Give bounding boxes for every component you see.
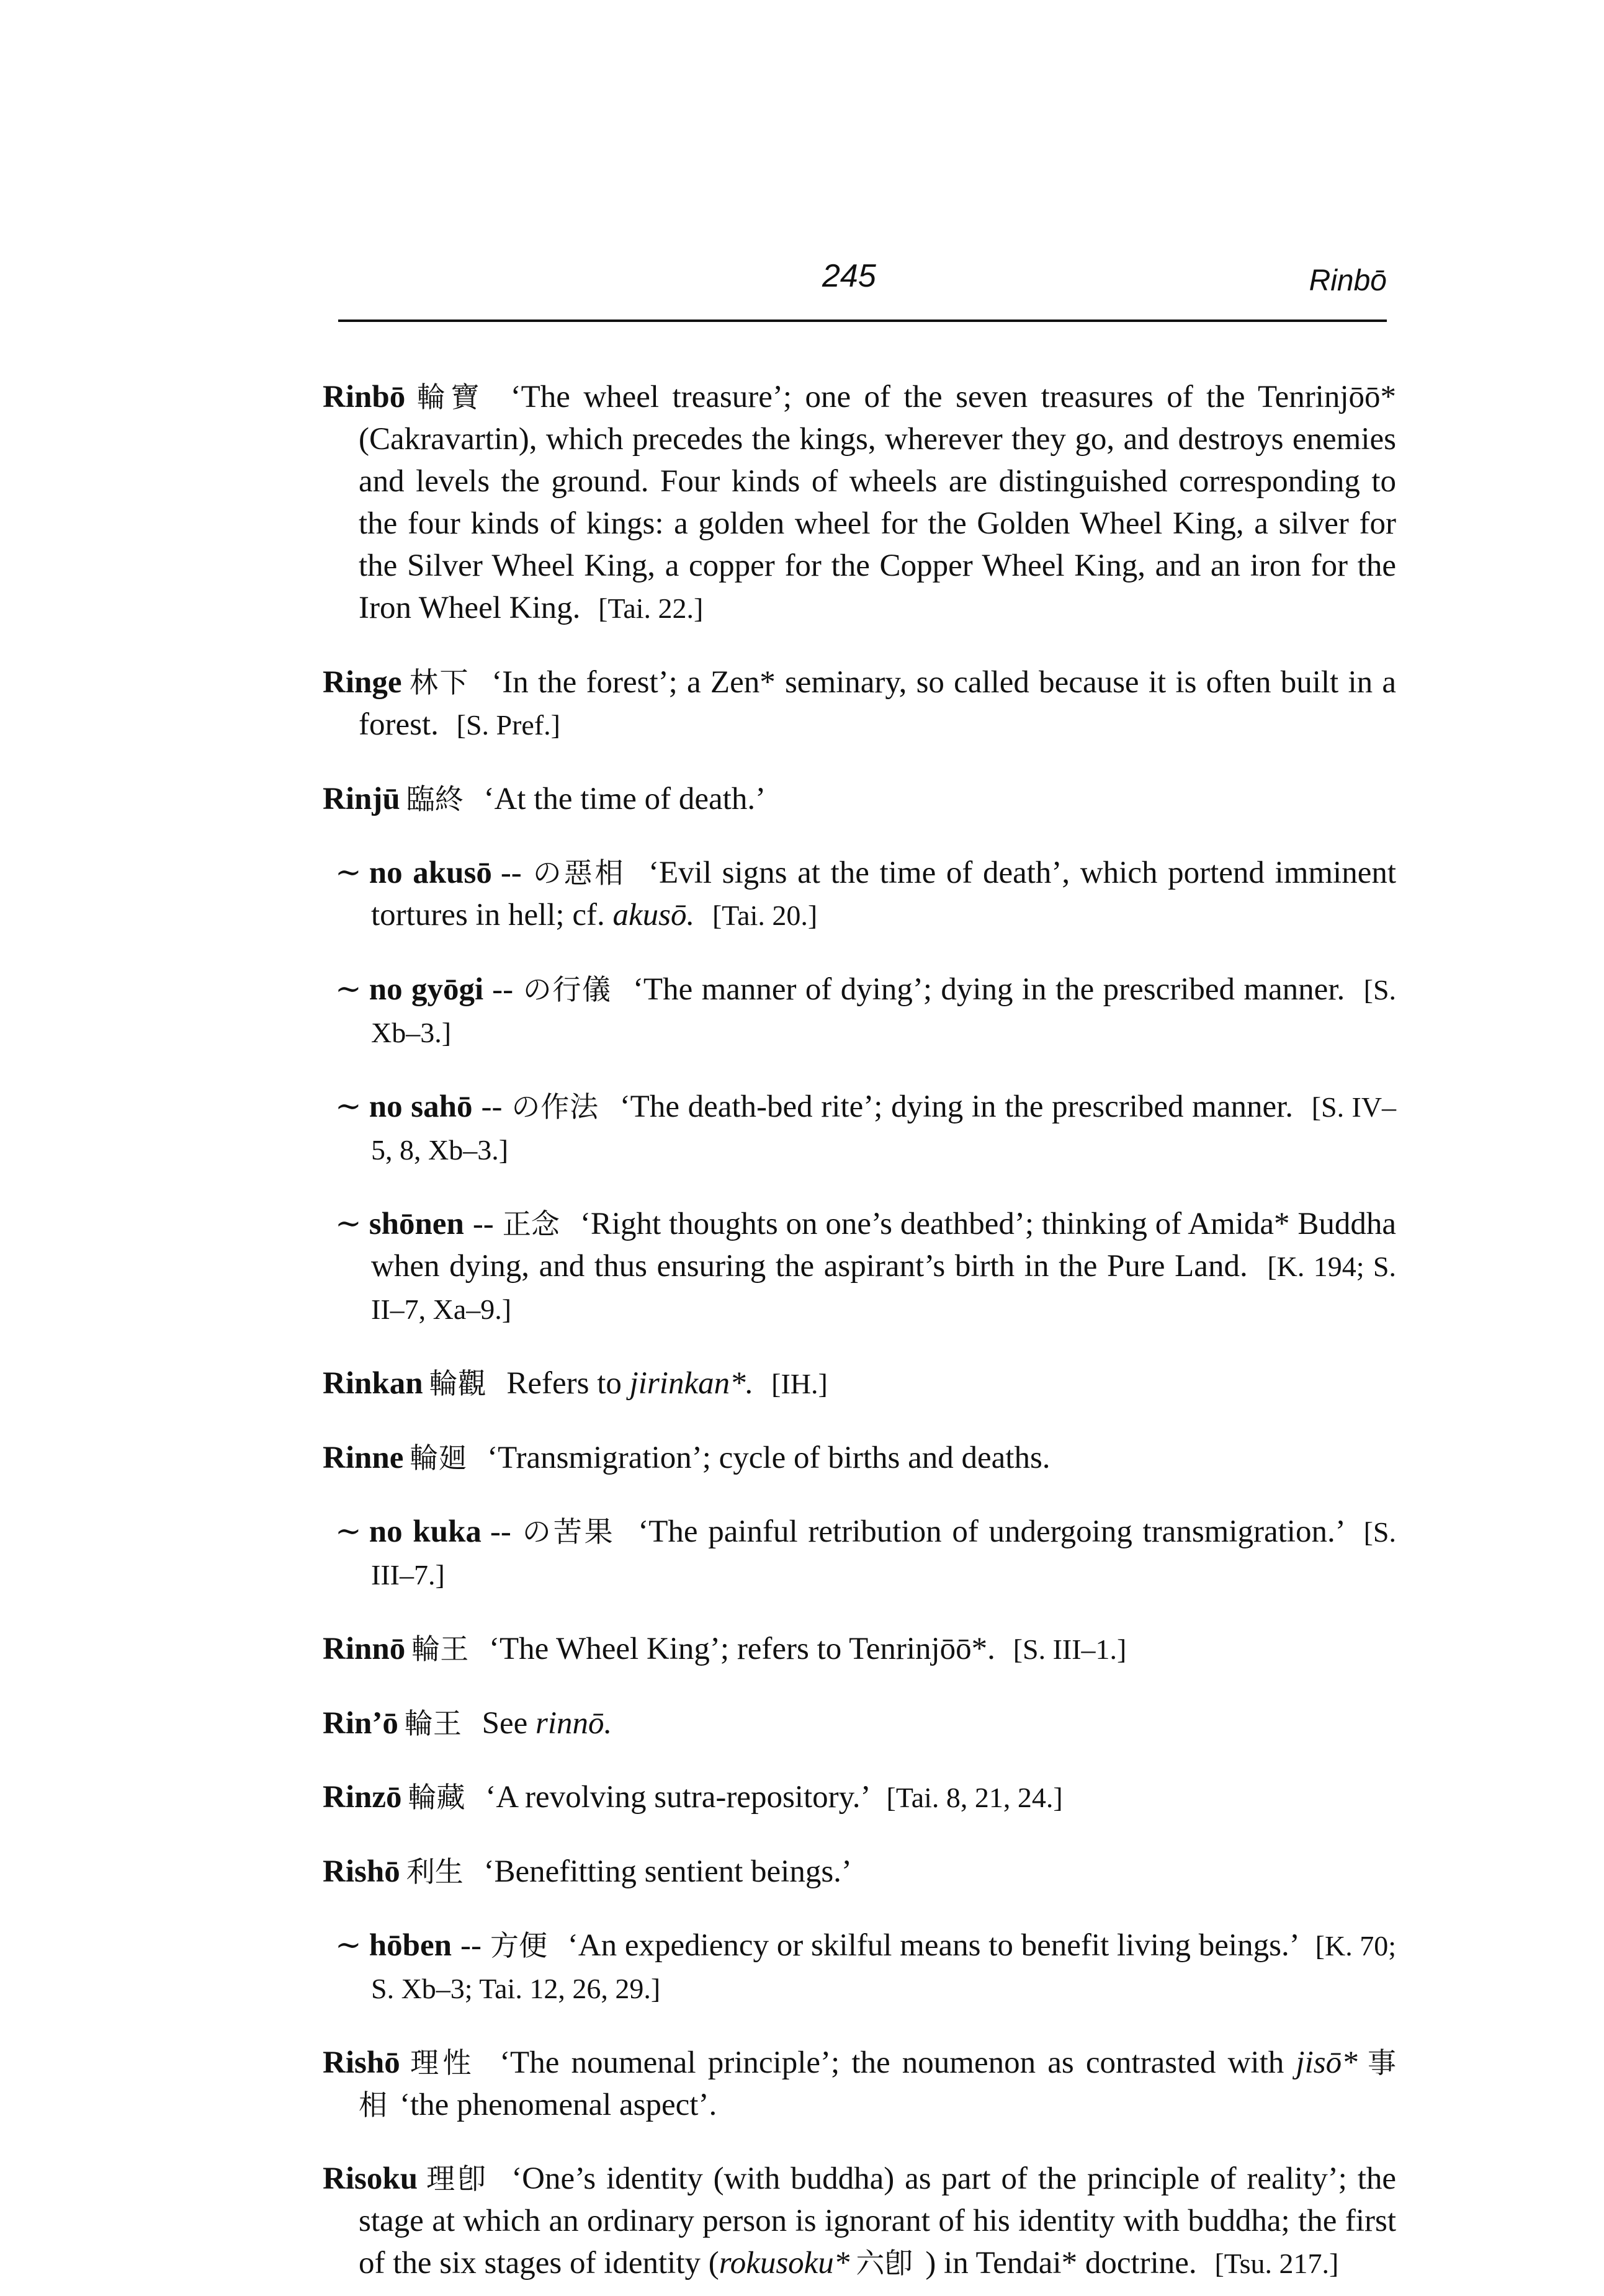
definition: ‘The death-bed rite’; dying in the prescribed manner. xyxy=(619,1089,1294,1124)
entry-rinne xyxy=(323,1437,1396,1479)
kanji: の苦果 xyxy=(519,1515,616,1548)
reference: [Tai. 20.] xyxy=(712,900,818,931)
definition: Refers to xyxy=(506,1366,622,1401)
dash-symbol: -- xyxy=(460,1928,482,1963)
definition: ‘Benefitting sentient beings.’ xyxy=(483,1854,852,1889)
entry-list xyxy=(323,344,1396,2296)
headword: Risoku xyxy=(323,2161,418,2196)
dash-symbol: -- xyxy=(492,972,514,1007)
headword: Rinnō xyxy=(323,1632,406,1666)
kanji: 輪寶 xyxy=(411,380,485,414)
tilde-symbol: ∼ xyxy=(335,1089,362,1124)
headword: Rinbō xyxy=(323,380,406,414)
dash-symbol: -- xyxy=(481,1089,503,1124)
kanji: 林下 xyxy=(408,666,470,699)
definition-continued: ) in Tendai* doctrine. xyxy=(925,2246,1197,2280)
kanji: 輪藏 xyxy=(408,1780,465,1814)
tilde-symbol: ∼ xyxy=(335,972,362,1007)
kanji: 正念 xyxy=(502,1207,560,1241)
headword: Rin’ō xyxy=(323,1706,398,1741)
subentry-term: no sahō xyxy=(369,1089,473,1124)
reference: [IH.] xyxy=(771,1368,828,1400)
headword: Rishō xyxy=(323,2045,400,2080)
kanji: 輪王 xyxy=(411,1632,469,1666)
entry-rinzo xyxy=(323,1776,1396,1819)
definition: ‘The noumenal principle’; the noumenon as contrasted with xyxy=(500,2045,1284,2080)
definition: ‘The wheel treasure’; one of the seven treasures of the Tenrinjōō* (Cakravartin), which precedes the kings, wherever they go, and destroys enemies and levels the ground. Four kinds of wheels are distinguished corresponding to the four kinds of kings: a golden wheel for the Golden Wheel King, a silver for the Silver Wheel King, a copper for the Copper Wheel King, and an iron for the Iron Wheel King. xyxy=(359,380,1397,625)
definition: ‘One’s identity (with buddha) as part of the principle of reality’; the stage at which an ordinary person is ignorant of his identity with buddha; the first of the six stages of identity ( xyxy=(359,2161,1396,2280)
entry-rinbo xyxy=(323,376,1396,630)
tilde-symbol: ∼ xyxy=(335,1207,362,1241)
subentry-term: hōben xyxy=(369,1928,452,1963)
kanji: の行儀 xyxy=(522,973,612,1006)
kanji: 理性 xyxy=(406,2046,475,2079)
kanji: 事相 xyxy=(359,2046,1397,2122)
headword: Rinne xyxy=(323,1441,404,1475)
headword: Rinzō xyxy=(323,1780,402,1815)
reference: [S. Pref.] xyxy=(456,709,560,741)
running-head: Rinbō xyxy=(1309,264,1387,297)
kanji: 六卽 xyxy=(856,2246,913,2280)
kanji: 利生 xyxy=(406,1855,464,1888)
reference: [S. Xb–3.] xyxy=(371,974,1397,1048)
subentry-gyogi xyxy=(335,968,1396,1054)
reference: [K. 194; S. II–7, Xa–9.] xyxy=(371,1251,1397,1325)
definition: ‘The Wheel King’; refers to Tenrinjōō*. xyxy=(488,1632,995,1666)
definition: ‘A revolving sutra-repository.’ xyxy=(485,1780,869,1815)
definition-continued: ‘the phenomenal aspect’. xyxy=(400,2088,717,2122)
headword: Ringe xyxy=(323,665,402,700)
cross-reference: jirinkan*. xyxy=(629,1366,754,1401)
tilde-symbol: ∼ xyxy=(335,855,362,890)
definition: See xyxy=(482,1706,528,1741)
entry-risho-noumenal xyxy=(323,2042,1396,2126)
entry-risho-benefitting xyxy=(323,1851,1396,1893)
cross-reference: akusō. xyxy=(612,898,695,932)
entry-rinju xyxy=(323,778,1396,820)
cross-reference: rinnō. xyxy=(535,1706,612,1741)
page-number: 245 xyxy=(822,258,876,294)
entry-ringe xyxy=(323,661,1396,746)
cross-reference: rokusoku* xyxy=(719,2246,850,2280)
dash-symbol: -- xyxy=(490,1514,511,1549)
subentry-term: no gyōgi xyxy=(369,972,484,1007)
definition: ‘At the time of death.’ xyxy=(483,782,766,816)
cross-reference: jisō* xyxy=(1296,2045,1358,2080)
reference: [Tsu. 217.] xyxy=(1214,2248,1339,2279)
definition: ‘Right thoughts on one’s deathbed’; thinking of Amida* Buddha when dying, and thus ensuring the aspirant’s birth in the Pure Land. xyxy=(371,1207,1397,1284)
headword: Rishō xyxy=(323,1854,400,1889)
kanji: 輪王 xyxy=(404,1707,462,1740)
reference: [S. III–1.] xyxy=(1013,1633,1127,1665)
definition: ‘The painful retribution of undergoing transmigration.’ xyxy=(638,1514,1343,1549)
subentry-hoben xyxy=(335,1924,1396,2010)
subentry-term: no akusō xyxy=(369,855,492,890)
entry-rinno xyxy=(323,1628,1396,1671)
entry-rinkan xyxy=(323,1362,1396,1405)
tilde-symbol: ∼ xyxy=(335,1514,362,1549)
headword: Rinjū xyxy=(323,782,400,816)
definition: ‘In the forest’; a Zen* seminary, so called because it is often built in a forest. xyxy=(359,665,1397,742)
kanji: 輪觀 xyxy=(429,1367,486,1400)
tilde-symbol: ∼ xyxy=(335,1928,362,1963)
entry-risoku xyxy=(323,2158,1396,2285)
subentry-kuka xyxy=(335,1511,1396,1596)
definition: ‘Transmigration’; cycle of births and deaths. xyxy=(487,1441,1051,1475)
subentry-term: no kuka xyxy=(369,1514,482,1549)
reference: [Tai. 8, 21, 24.] xyxy=(886,1782,1063,1813)
definition: ‘Evil signs at the time of death’, which portend imminent tortures in hell; cf. xyxy=(371,855,1397,932)
kanji: 方便 xyxy=(490,1929,547,1962)
kanji: の惡相 xyxy=(530,856,626,890)
reference: [S. IV–5, 8, Xb–3.] xyxy=(371,1091,1397,1166)
definition: ‘The manner of dying’; dying in the prescribed manner. xyxy=(632,972,1345,1007)
page-header xyxy=(338,257,1387,322)
kanji: 理卽 xyxy=(424,2162,489,2195)
entry-rino xyxy=(323,1702,1396,1744)
headword: Rinkan xyxy=(323,1366,423,1401)
kanji: 輪廻 xyxy=(410,1441,467,1475)
subentry-shonen xyxy=(335,1203,1396,1331)
subentry-saho xyxy=(335,1086,1396,1171)
reference: [S. III–7.] xyxy=(371,1516,1397,1591)
kanji: の作法 xyxy=(511,1090,599,1123)
reference: [K. 70; S. Xb–3; Tai. 12, 26, 29.] xyxy=(371,1930,1396,2004)
definition: ‘An expediency or skilful means to benefit living beings.’ xyxy=(567,1928,1297,1963)
dash-symbol: -- xyxy=(500,855,522,890)
reference: [Tai. 22.] xyxy=(598,592,704,624)
kanji: 臨終 xyxy=(406,782,464,816)
subentry-akuso xyxy=(335,852,1396,937)
dash-symbol: -- xyxy=(472,1207,494,1241)
subentry-term: shōnen xyxy=(369,1207,464,1241)
